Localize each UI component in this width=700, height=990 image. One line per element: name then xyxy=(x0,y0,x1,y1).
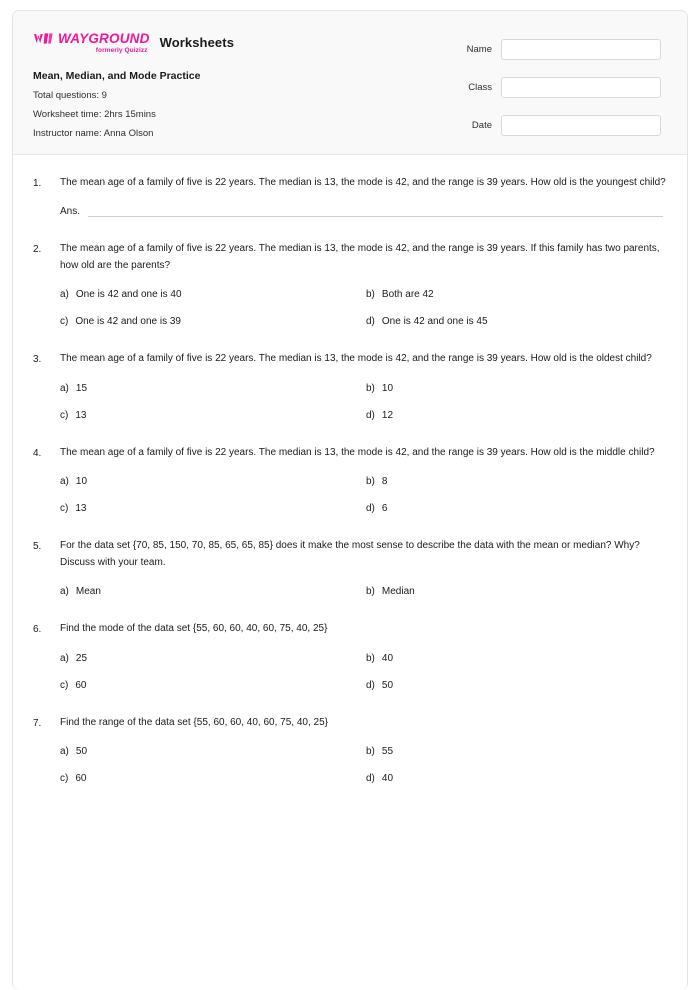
option-letter: c) xyxy=(60,316,69,328)
option-item[interactable] xyxy=(366,409,667,423)
option-item[interactable] xyxy=(366,745,667,759)
question-number: 4. xyxy=(33,447,42,459)
option-text: 13 xyxy=(75,503,87,515)
option-text: 50 xyxy=(75,746,88,758)
question-body xyxy=(60,445,667,517)
worksheet-title: Mean, Median, and Mode Practice xyxy=(33,70,201,82)
brand-row xyxy=(33,31,234,54)
option-text: 8 xyxy=(381,476,388,488)
name-label: Name xyxy=(466,44,492,55)
option-text: 40 xyxy=(381,773,394,785)
option-item[interactable] xyxy=(366,382,667,396)
option-text: 15 xyxy=(75,382,88,394)
option-item[interactable] xyxy=(60,585,366,599)
option-item[interactable] xyxy=(366,502,667,516)
option-text: 40 xyxy=(381,652,394,664)
worksheet-header xyxy=(13,11,687,155)
worksheet-time: Worksheet time: 2hrs 15mins xyxy=(33,108,156,120)
option-text: 10 xyxy=(75,476,88,488)
option-text: Both are 42 xyxy=(381,289,434,301)
class-input[interactable] xyxy=(501,77,661,98)
option-letter: d) xyxy=(366,316,375,328)
option-text: One is 42 and one is 40 xyxy=(75,289,182,301)
question-body xyxy=(60,241,667,329)
option-item[interactable] xyxy=(60,652,366,666)
option-grid xyxy=(60,585,667,599)
option-letter: d) xyxy=(366,679,375,691)
question-text: Find the range of the data set {55, 60, 60, 40, 60, 75, 40, 25} xyxy=(60,716,328,728)
option-letter: a) xyxy=(60,652,69,664)
option-letter: b) xyxy=(366,746,375,758)
option-text: 60 xyxy=(75,679,87,691)
option-letter: b) xyxy=(366,476,375,488)
option-letter: b) xyxy=(366,382,375,394)
option-letter: c) xyxy=(60,773,69,785)
option-text: 50 xyxy=(381,679,394,691)
question-body xyxy=(60,175,667,220)
option-item[interactable] xyxy=(60,475,366,489)
option-text: 12 xyxy=(381,409,394,421)
field-row-date xyxy=(458,115,661,136)
date-label: Date xyxy=(471,120,492,131)
option-item[interactable] xyxy=(60,315,366,329)
option-letter: c) xyxy=(60,679,69,691)
answer-row xyxy=(60,207,667,219)
question-text: The mean age of a family of five is 22 years. The median is 13, the mode is 42, and the range is 39 years. How old is the oldest child? xyxy=(60,353,652,365)
option-text: 6 xyxy=(381,503,388,515)
option-item[interactable] xyxy=(366,315,667,329)
field-row-class xyxy=(458,77,661,98)
option-item[interactable] xyxy=(60,745,366,759)
question-item xyxy=(33,175,667,220)
option-grid xyxy=(60,288,667,329)
date-input[interactable] xyxy=(501,115,661,136)
answer-line[interactable] xyxy=(88,216,663,217)
worksheet-sheet xyxy=(12,10,688,990)
question-item xyxy=(33,621,667,693)
question-body xyxy=(60,538,667,599)
option-letter: b) xyxy=(366,289,375,301)
worksheets-title: Worksheets xyxy=(159,35,235,50)
option-text: 60 xyxy=(75,773,87,785)
option-text: Median xyxy=(381,586,415,598)
student-fields xyxy=(458,29,667,136)
option-item[interactable] xyxy=(60,772,366,786)
question-number: 5. xyxy=(33,541,42,553)
option-grid xyxy=(60,652,667,693)
option-item[interactable] xyxy=(60,288,366,302)
option-item[interactable] xyxy=(366,288,667,302)
question-text: For the data set {70, 85, 150, 70, 85, 65, 65, 85} does it make the most sense to describe the data with the mean or median? Why? Discuss with your team. xyxy=(60,540,640,568)
wayground-logo-icon xyxy=(33,32,55,45)
option-text: 10 xyxy=(381,382,394,394)
option-item[interactable] xyxy=(366,679,667,693)
option-item[interactable] xyxy=(366,585,667,599)
question-body xyxy=(60,621,667,693)
logo-wordmark: WAYGROUND xyxy=(58,31,150,46)
option-grid xyxy=(60,475,667,516)
option-item[interactable] xyxy=(366,652,667,666)
option-letter: a) xyxy=(60,289,69,301)
question-body xyxy=(60,715,667,787)
option-grid xyxy=(60,382,667,423)
option-text: 55 xyxy=(381,746,394,758)
question-number: 6. xyxy=(33,624,42,636)
option-item[interactable] xyxy=(366,475,667,489)
option-text: 25 xyxy=(75,652,88,664)
question-text: The mean age of a family of five is 22 years. The median is 13, the mode is 42, and the range is 39 years. How old is the youngest child? xyxy=(60,176,666,188)
option-letter: d) xyxy=(366,773,375,785)
question-number: 3. xyxy=(33,354,42,366)
question-item xyxy=(33,715,667,787)
question-number: 7. xyxy=(33,717,42,729)
instructor-name: Instructor name: Anna Olson xyxy=(33,127,154,139)
question-number: 1. xyxy=(33,177,42,189)
option-item[interactable] xyxy=(366,772,667,786)
option-grid xyxy=(60,745,667,786)
name-input[interactable] xyxy=(501,39,661,60)
question-text: The mean age of a family of five is 22 years. The median is 13, the mode is 42, and the range is 39 years. How old is the middle child? xyxy=(60,446,655,458)
option-text: One is 42 and one is 45 xyxy=(381,316,488,328)
class-label: Class xyxy=(468,82,492,93)
total-questions: Total questions: 9 xyxy=(33,90,107,101)
option-item[interactable] xyxy=(60,502,366,516)
question-item xyxy=(33,538,667,599)
option-letter: c) xyxy=(60,409,69,421)
option-letter: d) xyxy=(366,503,375,515)
option-letter: c) xyxy=(60,503,69,515)
option-letter: a) xyxy=(60,586,69,598)
question-body xyxy=(60,351,667,423)
question-item xyxy=(33,445,667,517)
answer-label: Ans. xyxy=(60,206,81,218)
question-number: 2. xyxy=(33,244,42,256)
logo-main xyxy=(33,31,150,46)
question-text: Find the mode of the data set {55, 60, 60, 40, 60, 75, 40, 25} xyxy=(60,623,328,635)
option-item[interactable] xyxy=(60,679,366,693)
option-text: Mean xyxy=(75,586,101,598)
question-item xyxy=(33,351,667,423)
question-item xyxy=(33,241,667,329)
option-letter: b) xyxy=(366,652,375,664)
question-text: The mean age of a family of five is 22 years. The median is 13, the mode is 42, and the range is 39 years. If this family has two parents, how old are the parents? xyxy=(60,243,660,271)
option-letter: a) xyxy=(60,382,69,394)
field-row-name xyxy=(458,39,661,60)
option-letter: a) xyxy=(60,746,69,758)
option-item[interactable] xyxy=(60,382,366,396)
option-text: 13 xyxy=(75,409,87,421)
header-left xyxy=(33,29,234,140)
option-text: One is 42 and one is 39 xyxy=(75,316,181,328)
logo-subtitle: formerly Quizizz xyxy=(95,47,148,54)
option-letter: d) xyxy=(366,409,375,421)
option-letter: b) xyxy=(366,586,375,598)
option-letter: a) xyxy=(60,476,69,488)
wayground-logo[interactable] xyxy=(33,31,150,54)
option-item[interactable] xyxy=(60,409,366,423)
questions-list xyxy=(13,155,687,787)
